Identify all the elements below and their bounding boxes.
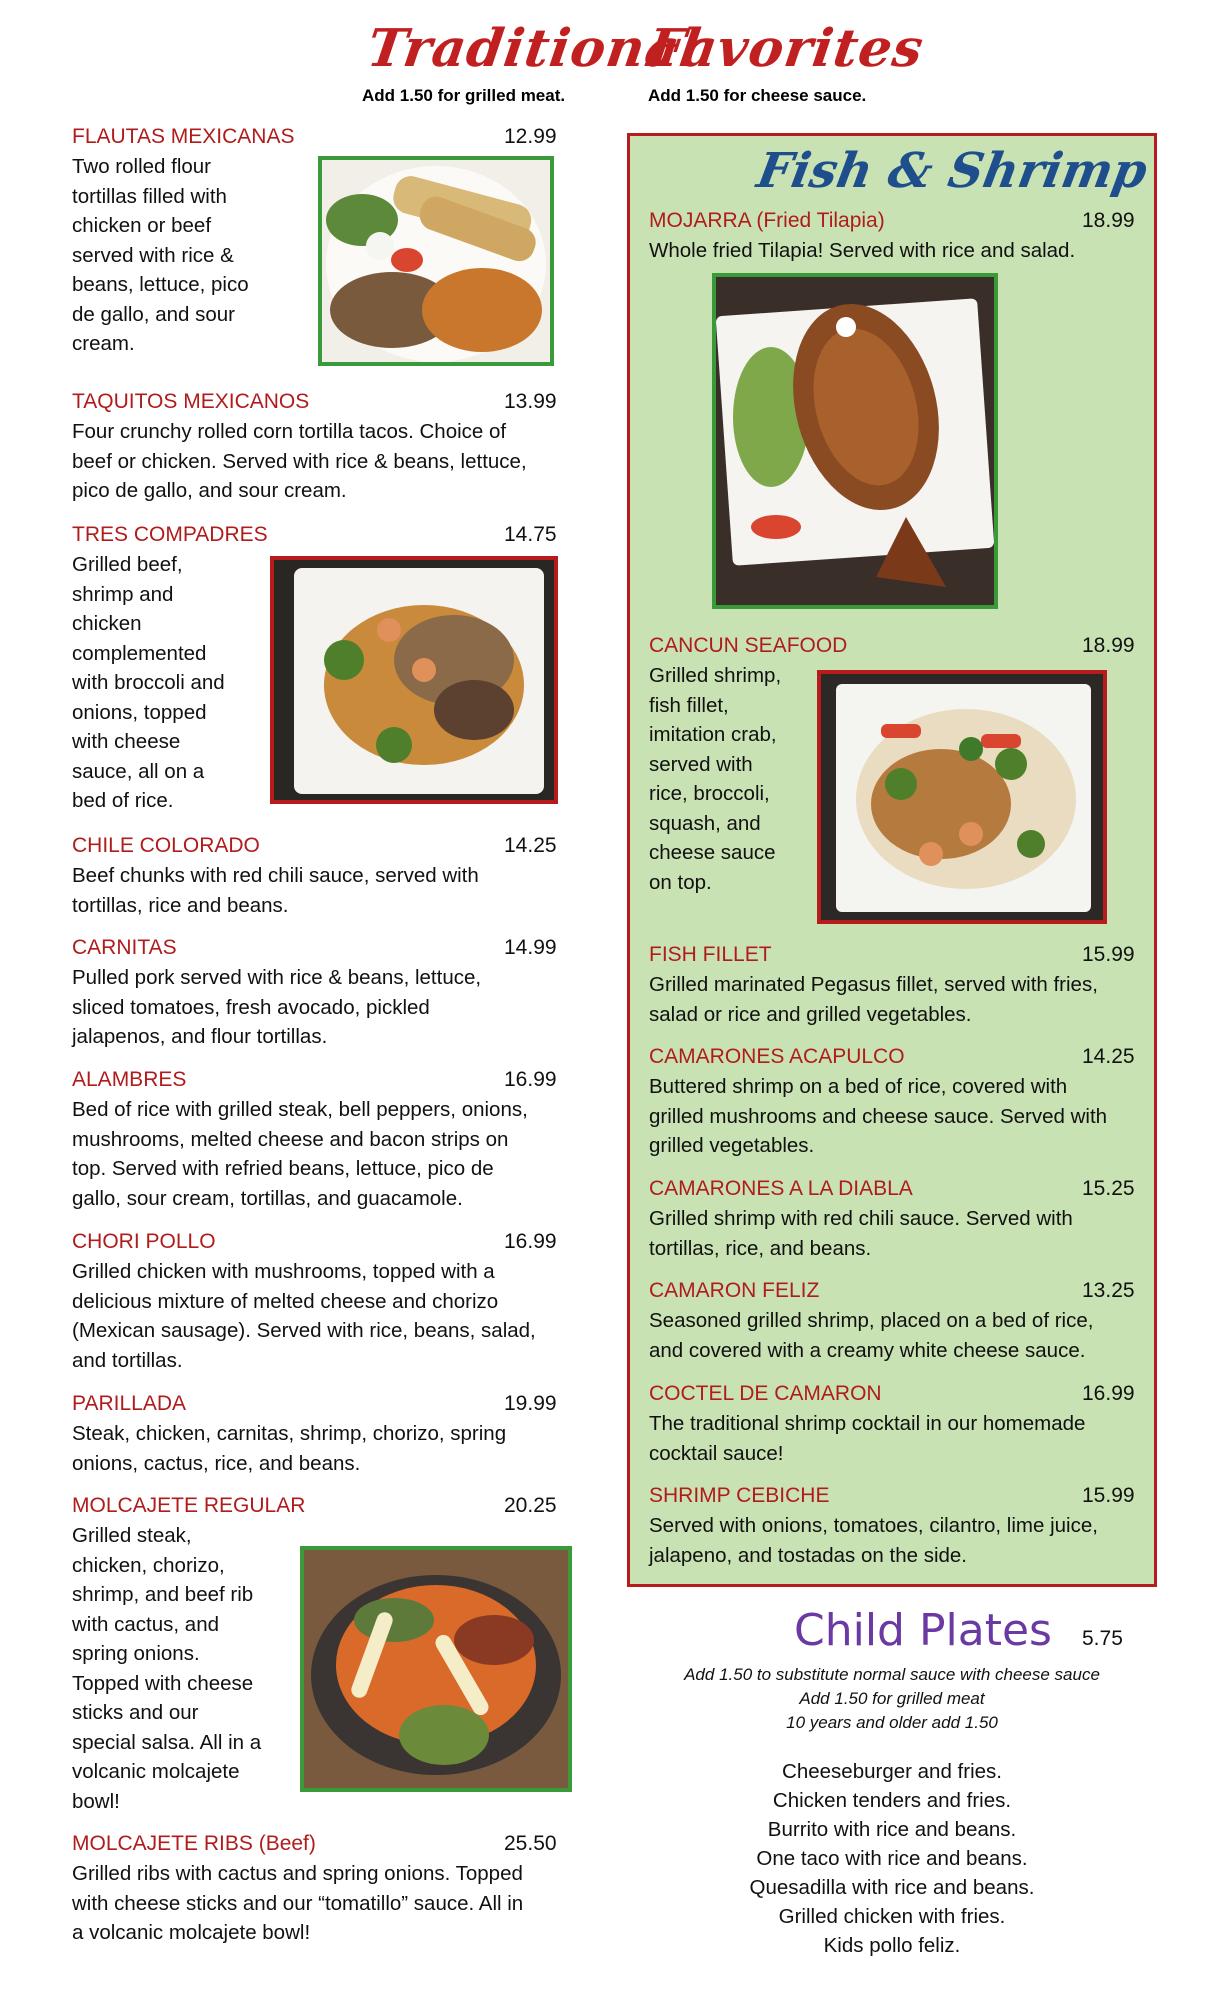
menu-item-price: 15.99 [1082, 943, 1135, 966]
menu-item-name: CAMARONES A LA DIABLA [649, 1177, 913, 1200]
child-item: Chicken tenders and fries. [772, 1789, 1012, 1812]
menu-item-description: Four crunchy rolled corn tortilla tacos. Choice of beef or chicken. Served with rice & beans, lettuce, pico de gallo, and sour cream. [72, 420, 527, 502]
mojarra-image-icon [716, 277, 994, 605]
tres-compadres-image-icon [274, 560, 554, 800]
menu-item-price: 13.99 [504, 390, 557, 413]
molcajete-photo [300, 1546, 572, 1792]
menu-item-name: MOJARRA (Fried Tilapia) [649, 209, 885, 232]
menu-item-description: Grilled shrimp, fish fillet, imitation crab, served with rice, broccoli, squash, and cheese sauce on top. [649, 664, 782, 894]
child-plates-title: Child Plates [794, 1605, 1052, 1656]
menu-item-price: 14.99 [504, 936, 557, 959]
menu-item-name: FISH FILLET [649, 943, 772, 966]
menu-item-price: 18.99 [1082, 634, 1135, 657]
menu-item-price: 12.99 [504, 125, 557, 148]
menu-item-name: CAMARON FELIZ [649, 1279, 820, 1302]
menu-item-description: The traditional shrimp cocktail in our homemade cocktail sauce! [649, 1412, 1086, 1465]
note-cheese-sauce: Add 1.50 for cheese sauce. [648, 86, 867, 105]
menu-item-name: CHORI POLLO [72, 1230, 216, 1253]
mojarra-photo [712, 273, 998, 609]
menu-item-name: COCTEL DE CAMARON [649, 1382, 882, 1405]
child-note-3: 10 years and older add 1.50 [786, 1713, 998, 1732]
menu-item-price: 14.75 [504, 523, 557, 546]
child-item: Quesadilla with rice and beans. [749, 1876, 1035, 1899]
menu-item-name: MOLCAJETE REGULAR [72, 1494, 306, 1517]
menu-item-price: 14.25 [1082, 1045, 1135, 1068]
menu-item-description: Steak, chicken, carnitas, shrimp, chorizo, spring onions, cactus, rice, and beans. [72, 1422, 507, 1475]
menu-item-description: Seasoned grilled shrimp, placed on a bed of rice, and covered with a creamy white cheese sauce. [649, 1309, 1094, 1362]
menu-item-name: ALAMBRES [72, 1068, 187, 1091]
menu-item-description: Buttered shrimp on a bed of rice, covered with grilled mushrooms and cheese sauce. Served with grilled vegetables. [649, 1075, 1108, 1157]
menu-item-price: 16.99 [504, 1068, 557, 1091]
title-favorites: Favorites [643, 18, 928, 79]
flautas-image-icon [322, 160, 550, 362]
menu-item-name: FLAUTAS MEXICANAS [72, 125, 295, 148]
note-grilled-meat: Add 1.50 for grilled meat. [362, 86, 566, 105]
menu-item-description: Pulled pork served with rice & beans, lettuce, sliced tomatoes, fresh avocado, pickled jalapenos, and flour tortillas. [72, 966, 482, 1048]
menu-item-description: Grilled ribs with cactus and spring onions. Topped with cheese sticks and our “tomatillo” sauce. All in a volcanic molcajete bowl! [72, 1862, 524, 1944]
menu-item-price: 16.99 [504, 1230, 557, 1253]
menu-item-price: 19.99 [504, 1392, 557, 1415]
menu-item-description: Grilled marinated Pegasus fillet, served with fries, salad or rice and grilled vegetables. [649, 973, 1098, 1026]
menu-item-name: SHRIMP CEBICHE [649, 1484, 830, 1507]
menu-item-description: Grilled chicken with mushrooms, topped with a delicious mixture of melted cheese and chorizo (Mexican sausage). Served with rice, beans, salad, and tortillas. [72, 1260, 536, 1372]
menu-item-price: 13.25 [1082, 1279, 1135, 1302]
menu-item-name: TRES COMPADRES [72, 523, 268, 546]
cancun-seafood-photo [817, 670, 1107, 924]
child-item: Kids pollo feliz. [823, 1934, 961, 1957]
child-item: Burrito with rice and beans. [767, 1818, 1017, 1841]
fish-shrimp-title: Fish & Shrimp [753, 143, 1152, 199]
menu-item-description: Served with onions, tomatoes, cilantro, lime juice, jalapeno, and tostadas on the side. [649, 1514, 1098, 1567]
menu-item-description: Two rolled flour tortillas filled with chicken or beef served with rice & beans, lettuce, pico de gallo, and sour cream. [72, 155, 249, 355]
menu-item-name: CHILE COLORADO [72, 834, 260, 857]
menu-item-price: 25.50 [504, 1832, 557, 1855]
menu-item-price: 15.99 [1082, 1484, 1135, 1507]
child-item: One taco with rice and beans. [756, 1847, 1028, 1870]
menu-item-price: 14.25 [504, 834, 557, 857]
child-item: Cheeseburger and fries. [782, 1760, 1002, 1783]
menu-item-price: 18.99 [1082, 209, 1135, 232]
flautas-photo [318, 156, 554, 366]
menu-item-description: Whole fried Tilapia! Served with rice and salad. [649, 239, 1076, 262]
child-plates-price: 5.75 [1082, 1627, 1123, 1650]
molcajete-image-icon [304, 1550, 568, 1788]
menu-item-description: Beef chunks with red chili sauce, served with tortillas, rice and beans. [72, 864, 479, 917]
menu-item-name: CAMARONES ACAPULCO [649, 1045, 905, 1068]
menu-item-name: TAQUITOS MEXICANOS [72, 390, 310, 413]
menu-item-description: Bed of rice with grilled steak, bell peppers, onions, mushrooms, melted cheese and bacon strips on top. Served with refried beans, lettuce, pico de gallo, sour cream, tortillas, and guacamole. [72, 1098, 528, 1210]
menu-item-name: CARNITAS [72, 936, 177, 959]
menu-item-name: CANCUN SEAFOOD [649, 634, 848, 657]
menu-item-name: PARILLADA [72, 1392, 186, 1415]
menu-item-name: MOLCAJETE RIBS (Beef) [72, 1832, 316, 1855]
child-note-2: Add 1.50 for grilled meat [799, 1689, 985, 1708]
menu-item-price: 15.25 [1082, 1177, 1135, 1200]
menu-item-price: 20.25 [504, 1494, 557, 1517]
title-traditional: Traditional [363, 18, 706, 79]
cancun-seafood-image-icon [821, 674, 1103, 920]
tres-compadres-photo [270, 556, 558, 804]
child-note-1: Add 1.50 to substitute normal sauce with cheese sauce [684, 1665, 1100, 1684]
menu-item-description: Grilled beef, shrimp and chicken complemented with broccoli and onions, topped with cheese sauce, all on a bed of rice. [72, 553, 225, 812]
menu-item-price: 16.99 [1082, 1382, 1135, 1405]
menu-item-description: Grilled steak, chicken, chorizo, shrimp, and beef rib with cactus, and spring onions. Topped with cheese sticks and our special salsa. All in a volcanic molcajete bowl! [72, 1524, 262, 1813]
child-item: Grilled chicken with fries. [778, 1905, 1006, 1928]
menu-item-description: Grilled shrimp with red chili sauce. Served with tortillas, rice, and beans. [649, 1207, 1073, 1260]
